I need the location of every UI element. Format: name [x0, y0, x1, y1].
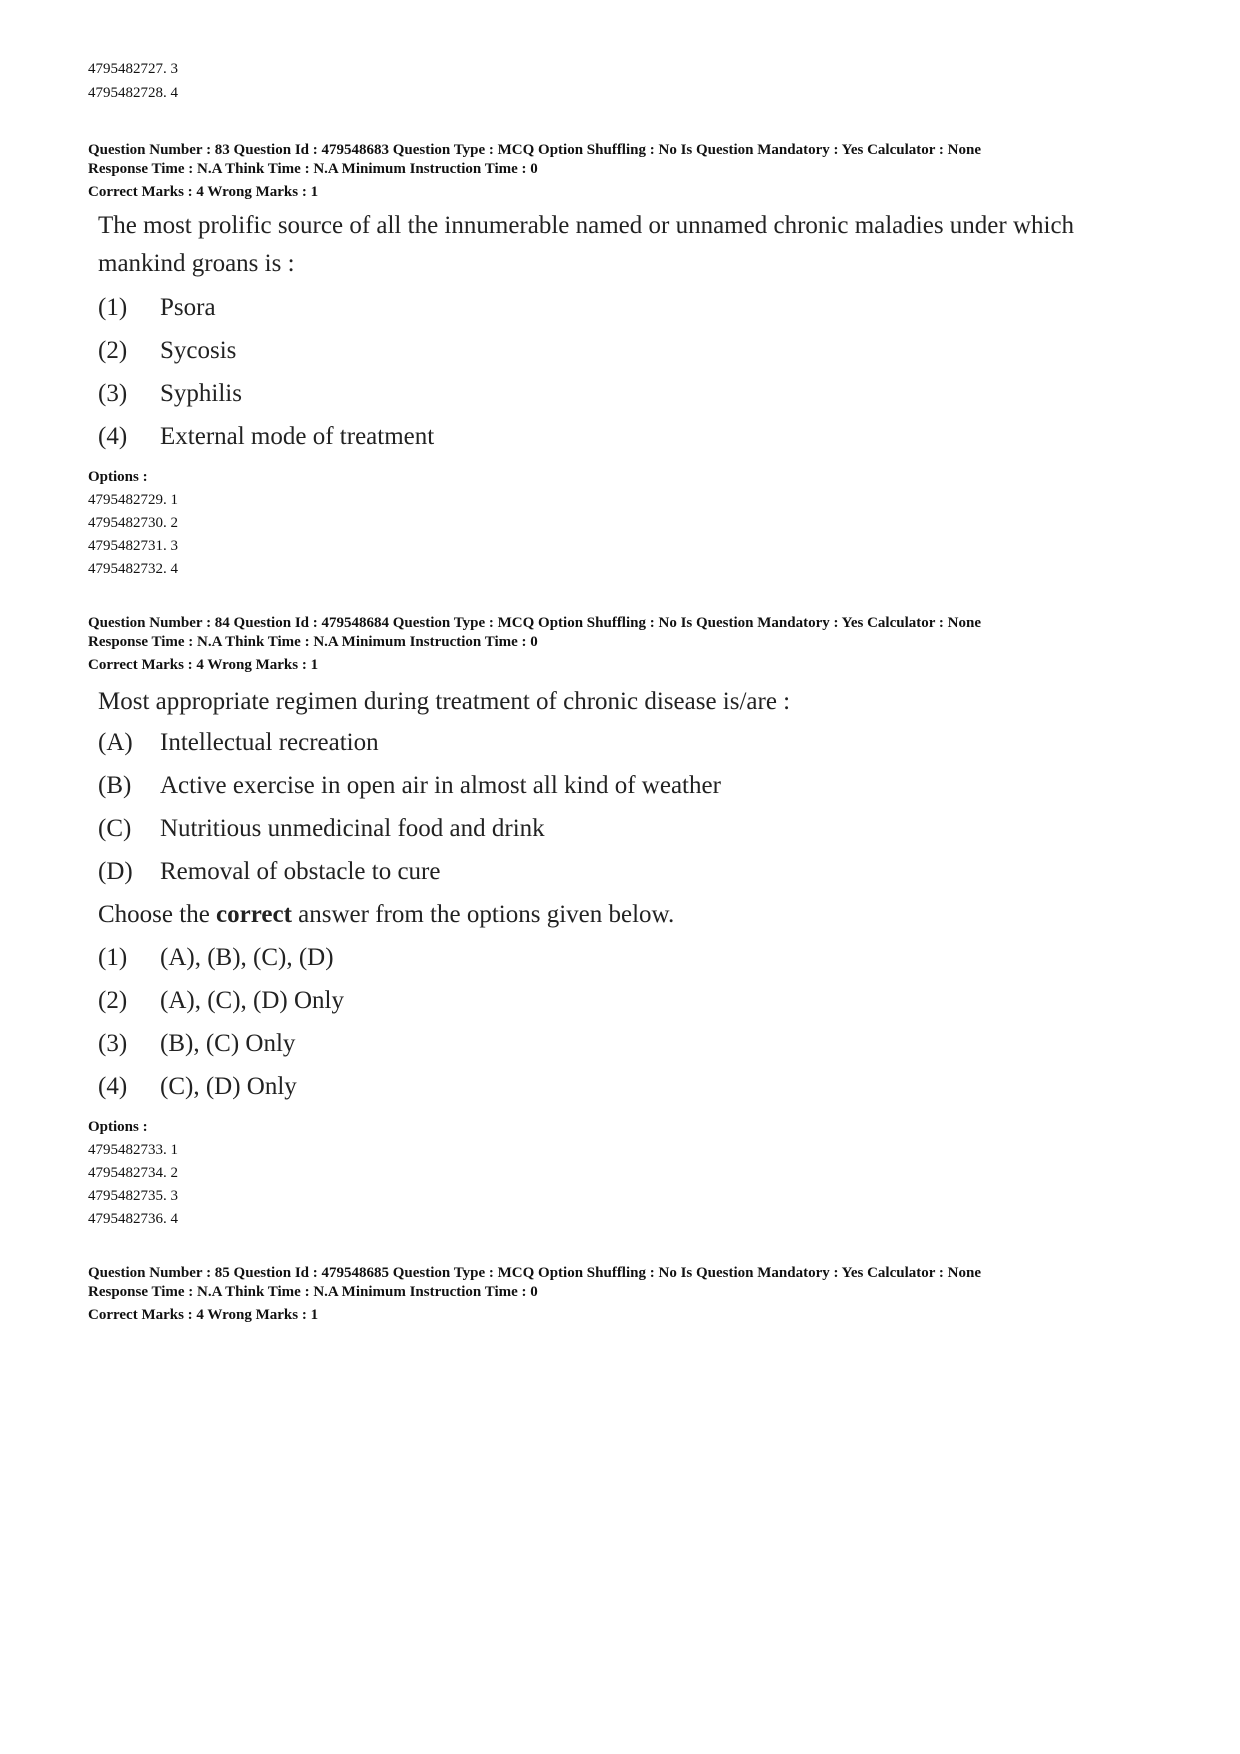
choice-number: (1) [98, 294, 128, 321]
answer-choice [98, 985, 344, 1017]
option-code: 4795482734. 2 [88, 1165, 178, 1181]
question-instruction [98, 899, 674, 931]
instruction-text: Choose the [98, 901, 217, 928]
question-stem: The most prolific source of all the innumerable named or unnamed chronic maladies under which [98, 212, 1075, 239]
answer-choice [98, 1028, 295, 1060]
statement-label: (A) [98, 729, 133, 756]
question-timing: Response Time : N.A Think Time : N.A Minimum Instruction Time : 0 [88, 634, 538, 650]
options-label: Options : [88, 469, 148, 485]
option-code: 4795482733. 1 [88, 1142, 178, 1158]
option-code: 4795482736. 4 [88, 1211, 178, 1227]
choice-text: (A), (C), (D) Only [160, 987, 344, 1014]
option-code: 4795482735. 3 [88, 1188, 178, 1204]
choice-number: (3) [98, 1030, 128, 1057]
option-code: 4795482732. 4 [88, 561, 178, 577]
instruction-text: answer from the options given below. [291, 901, 675, 928]
statement-item [98, 856, 440, 888]
statement-label: (C) [98, 815, 132, 842]
option-code: 4795482727. 3 [88, 61, 178, 77]
question-meta: Question Number : 84 Question Id : 479548684 Question Type : MCQ Option Shuffling : No Is Question Mandatory : Yes Calculator : None [88, 615, 981, 631]
question-marks: Correct Marks : 4 Wrong Marks : 1 [88, 657, 319, 673]
question-stem: Most appropriate regimen during treatment of chronic disease is/are : [98, 688, 791, 715]
answer-choice [98, 335, 236, 367]
option-code: 4795482729. 1 [88, 492, 178, 508]
option-code: 4795482728. 4 [88, 85, 178, 101]
choice-number: (3) [98, 380, 128, 407]
question-marks: Correct Marks : 4 Wrong Marks : 1 [88, 1307, 319, 1323]
question-meta: Question Number : 85 Question Id : 479548685 Question Type : MCQ Option Shuffling : No Is Question Mandatory : Yes Calculator : None [88, 1265, 981, 1281]
answer-choice [98, 1071, 297, 1103]
question-timing: Response Time : N.A Think Time : N.A Minimum Instruction Time : 0 [88, 1284, 538, 1300]
choice-text: Sycosis [160, 337, 237, 364]
question-meta: Question Number : 83 Question Id : 479548683 Question Type : MCQ Option Shuffling : No Is Question Mandatory : Yes Calculator : None [88, 142, 981, 158]
options-label: Options : [88, 1119, 148, 1135]
answer-choice [98, 292, 216, 324]
statement-text: Intellectual recreation [160, 729, 379, 756]
choice-number: (1) [98, 944, 128, 971]
choice-text: (B), (C) Only [160, 1030, 296, 1057]
statement-item [98, 770, 721, 802]
statement-item [98, 727, 379, 759]
question-timing: Response Time : N.A Think Time : N.A Minimum Instruction Time : 0 [88, 161, 538, 177]
choice-text: Psora [160, 294, 216, 321]
question-marks: Correct Marks : 4 Wrong Marks : 1 [88, 184, 319, 200]
choice-text: External mode of treatment [160, 423, 435, 450]
instruction-emphasis: correct [216, 901, 292, 928]
answer-choice [98, 378, 242, 410]
statement-text: Nutritious unmedicinal food and drink [160, 815, 545, 842]
statement-label: (D) [98, 858, 133, 885]
statement-item [98, 813, 545, 845]
question-stem: mankind groans is : [98, 250, 295, 277]
choice-number: (2) [98, 337, 128, 364]
choice-text: (A), (B), (C), (D) [160, 944, 334, 971]
answer-choice [98, 421, 434, 453]
statement-label: (B) [98, 772, 132, 799]
answer-choice [98, 942, 334, 974]
statement-text: Active exercise in open air in almost all kind of weather [160, 772, 721, 799]
option-code: 4795482731. 3 [88, 538, 178, 554]
choice-text: (C), (D) Only [160, 1073, 297, 1100]
statement-text: Removal of obstacle to cure [160, 858, 441, 885]
option-code: 4795482730. 2 [88, 515, 178, 531]
choice-text: Syphilis [160, 380, 242, 407]
choice-number: (4) [98, 423, 128, 450]
choice-number: (4) [98, 1073, 128, 1100]
choice-number: (2) [98, 987, 128, 1014]
